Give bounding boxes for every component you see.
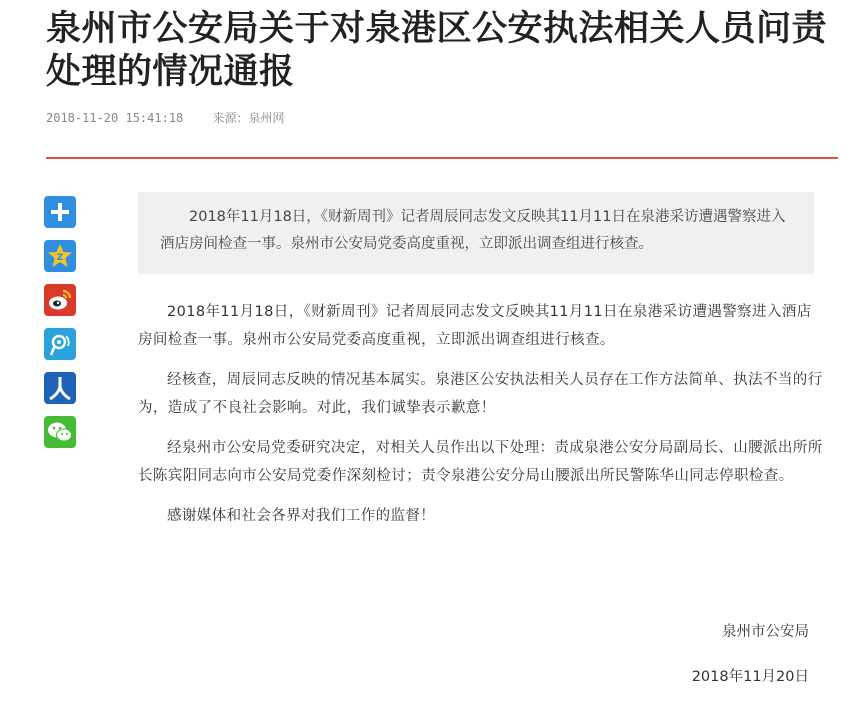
article-source: 来源：泉州网 — [212, 111, 285, 125]
article-meta — [46, 109, 285, 126]
plus-icon[interactable] — [44, 196, 76, 228]
renren-icon[interactable] — [44, 372, 76, 404]
paragraph: 经核查，周辰同志反映的情况基本属实。泉港区公安执法相关人员存在工作方法简单、执法不当的行为，造成了不良社会影响。对此，我们诚挚表示歉意！ — [138, 372, 823, 416]
title-divider — [46, 157, 838, 159]
article-summary: 2018年11月18日，《财新周刊》记者周辰同志发文反映其11月11日在泉港采访遭遇警察进入酒店房间检查一事。泉州市公安局党委高度重视，立即派出调查组进行核查。 — [138, 192, 814, 274]
share-bar — [44, 196, 78, 460]
paragraph: 感谢媒体和社会各界对我们工作的监督！ — [167, 508, 436, 524]
publish-datetime: 2018-11-20 15:41:18 — [46, 111, 184, 125]
wechat-icon[interactable] — [44, 416, 76, 448]
paragraph: 2018年11月18日，《财新周刊》记者周辰同志发文反映其11月11日在泉港采访遭遇警察进入酒店房间检查一事。泉州市公安局党委高度重视，立即派出调查组进行核查。 — [138, 304, 812, 348]
signature-org: 泉州市公安局 — [722, 624, 809, 640]
article-body — [138, 298, 826, 542]
article-title: 泉州市公安局关于对泉港区公安执法相关人员问责处理的情况通报 — [46, 9, 828, 92]
signature-date: 2018年11月20日 — [691, 669, 809, 685]
tencent-weibo-icon[interactable] — [44, 328, 76, 360]
svg-text:Z: Z — [56, 253, 64, 263]
paragraph: 经泉州市公安局党委研究决定，对相关人员作出以下处理：责成泉港公安分局副局长、山腰派出所所长陈宾阳同志向市公安局党委作深刻检讨；责令泉港公安分局山腰派出所民警陈华山同志停职检查。 — [138, 440, 823, 484]
weibo-icon[interactable] — [44, 284, 76, 316]
qzone-icon[interactable] — [44, 240, 76, 272]
